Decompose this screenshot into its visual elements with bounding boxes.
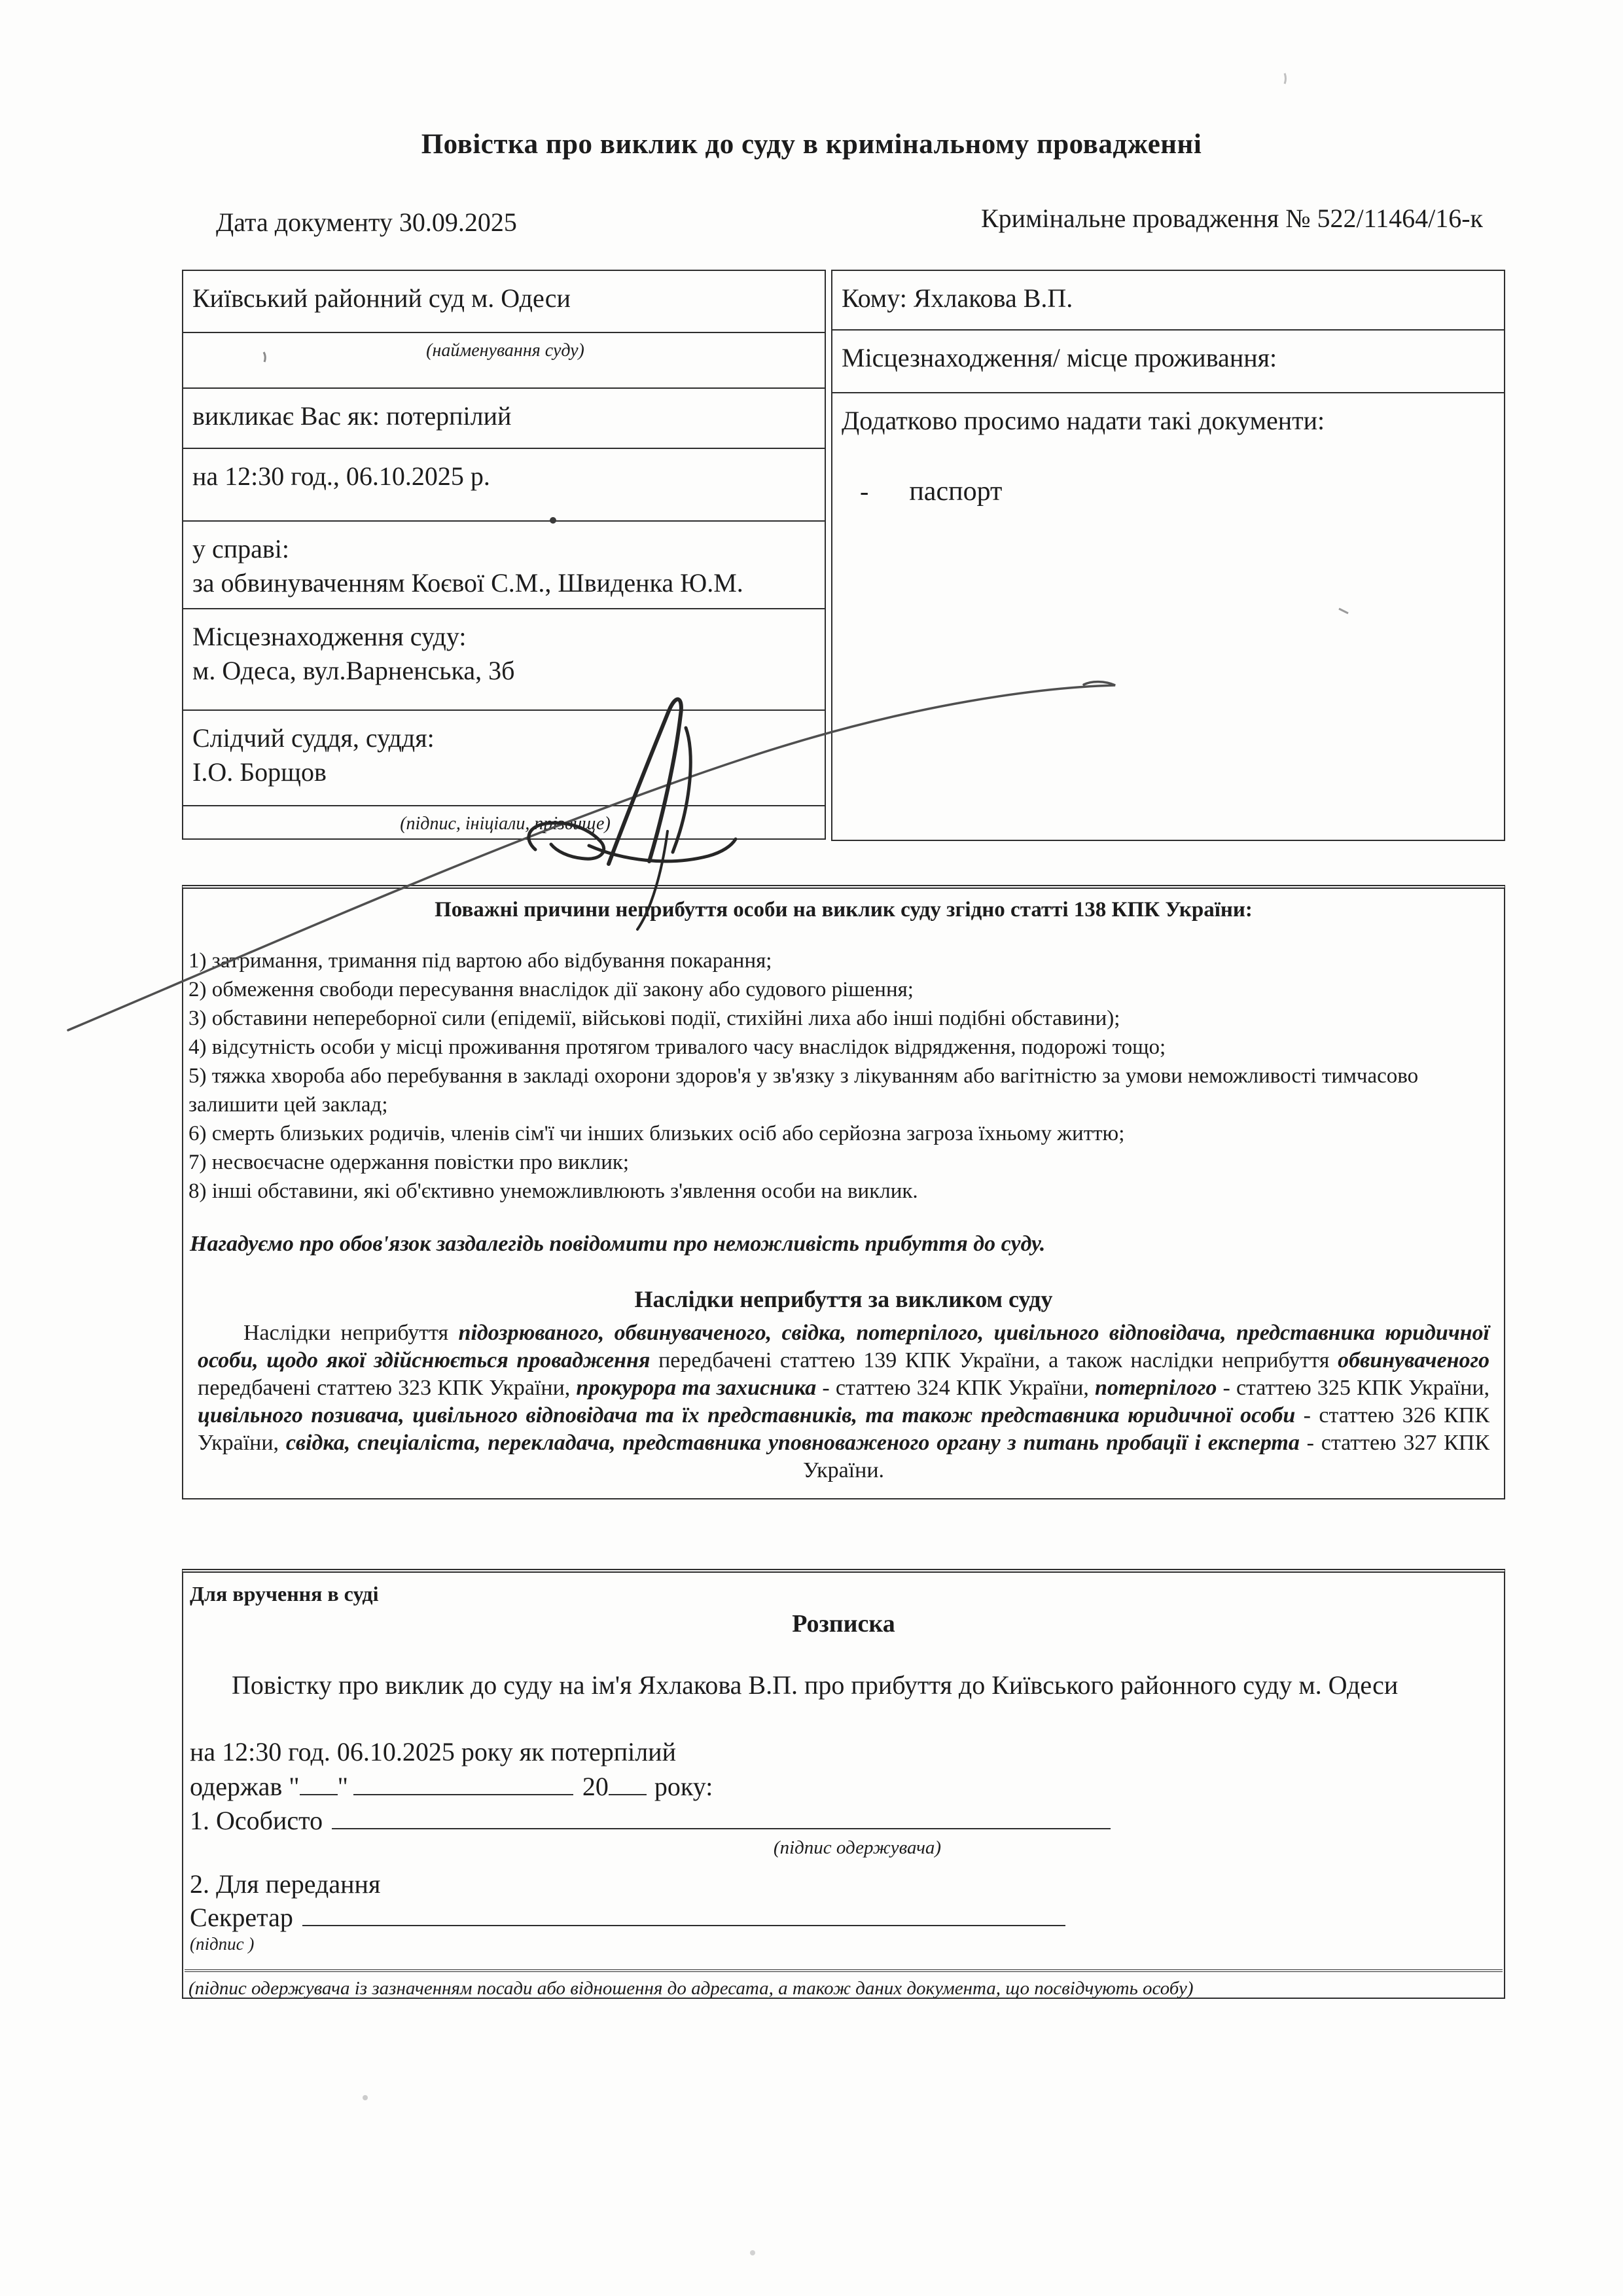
summon-role: викликає Вас як: потерпілий (192, 401, 512, 431)
document-item-row (860, 475, 1497, 509)
signature-caption: (підпис, ініціали, прізвище) (400, 814, 611, 834)
year-blank-line (609, 1769, 647, 1795)
residence-cell (832, 329, 1504, 392)
recipient-name: Кому: Яхлакова В.П. (842, 283, 1073, 313)
receipt-datetime-line: на 12:30 год. 06.10.2025 року як потерпілий (190, 1737, 676, 1767)
plain-text: передбачені статтею 323 КПК України, (198, 1376, 577, 1400)
emphasized-text: потерпілого (1095, 1376, 1217, 1400)
plain-text: - статтею 326 КПК України, (198, 1403, 1489, 1455)
emphasized-text: підозрюваного, обвинуваченого, свідка, потерпілого, цивільного відповідача, представника юридичної особи, щодо якої здійснюється провадження (198, 1321, 1490, 1372)
court-name-caption: (найменування суду) (426, 340, 584, 361)
judge-cell (183, 709, 825, 805)
transfer-label: 2. Для передання (190, 1869, 381, 1899)
emphasized-text: прокурора та захисника (576, 1376, 817, 1400)
received-part2: " (337, 1772, 348, 1801)
document-dash: - (860, 476, 869, 506)
received-date-line (190, 1769, 713, 1802)
summon-role-cell (183, 387, 825, 448)
plain-text: - статтею 327 КПК України. (802, 1431, 1490, 1482)
court-name: Київський районний суд м. Одеси (192, 283, 571, 313)
personally-label: 1. Особисто (190, 1806, 323, 1835)
court-name-cell (183, 271, 825, 332)
receipt-bottom-caption: (підпис одержувача із зазначенням посади або відношення до адресата, а також даних документа, що посвідчують особу) (188, 1978, 1194, 1999)
signature-caption-cell (183, 805, 825, 838)
secretary-label: Секретар (190, 1903, 293, 1932)
secretary-row (190, 1900, 1065, 1933)
personally-signature-caption: (підпис одержувача) (773, 1837, 942, 1858)
documents-label: Додатково просимо надати такі документи: (842, 406, 1325, 435)
emphasized-text: обвинуваченого (1338, 1348, 1490, 1372)
hearing-datetime-cell (183, 448, 825, 520)
valid-reasons-list (188, 946, 1499, 1206)
reason-item: 7) несвоєчасне одержання повістки про виклик; (188, 1151, 630, 1174)
personally-row (190, 1803, 1111, 1836)
document-item: паспорт (909, 476, 1003, 507)
court-name-caption-cell (183, 332, 825, 387)
reason-item: 2) обмеження свободи пересування внаслідок дії закону або судового рішення; (188, 978, 914, 1001)
received-part1: одержав " (190, 1772, 300, 1801)
valid-reasons-box (182, 885, 1505, 1499)
documents-cell (832, 392, 1504, 840)
month-blank-line (353, 1769, 573, 1795)
case-value: за обвинуваченням Коєвої С.М., Швиденка Ю.М. (192, 568, 743, 598)
court-location-label: Місцезнаходження суду: (192, 622, 467, 651)
page-title: Повістка про виклик до суду в кримінальному провадженні (421, 129, 1202, 160)
plain-text: - статтею 325 КПК України, (1217, 1376, 1490, 1400)
receipt-body: Повістку про виклик до суду на ім'я Яхлакова В.П. про прибуття до Київського районного суду м. Одеси (232, 1670, 1399, 1700)
receipt-divider-rule (185, 1969, 1503, 1972)
scan-speck (363, 2095, 368, 2100)
judge-label: Слідчий суддя, суддя: (192, 723, 435, 753)
recipient-cell (832, 271, 1504, 329)
reason-item: 5) тяжка хвороба або перебування в закладі охорони здоров'я у зв'язку з лікуванням або вагітністю за умови неможливості тимчасово залишити цей заклад; (188, 1064, 1419, 1117)
case-cell (183, 520, 825, 608)
reason-item: 3) обставини непереборної сили (епідемії, військові події, стихійні лиха або інші подібні обставини); (188, 1007, 1120, 1030)
received-part3: 20 (582, 1772, 609, 1801)
secretary-signature-line (302, 1900, 1065, 1926)
day-blank-line (300, 1769, 338, 1795)
receipt-corner-label: Для вручення в суді (190, 1582, 379, 1605)
reason-item: 6) смерть близьких родичів, членів сім'ї чи інших близьких осіб або серйозна загроза їхньому життю; (188, 1122, 1125, 1145)
scan-speck (1285, 73, 1286, 84)
scan-speck (750, 2250, 755, 2255)
obligation-reminder: Нагадуємо про обов'язок заздалегідь повідомити про неможливість прибуття до суду. (190, 1232, 1046, 1256)
reason-item: 8) інші обставини, які об'єктивно унеможливлюють з'явлення особи на виклик. (188, 1179, 918, 1203)
emphasized-text: свідка, спеціаліста, перекладача, представника уповноваженого органу з питань пробації і експерта (285, 1431, 1300, 1455)
court-location-cell (183, 608, 825, 709)
recipient-column (831, 270, 1505, 841)
secretary-signature-caption: (підпис ) (190, 1934, 255, 1954)
emphasized-text: цивільного позивача, цивільного відповідача та їх представників, та також представника юридичної особи (198, 1403, 1296, 1427)
personally-signature-line (332, 1803, 1111, 1829)
judge-name: І.О. Борщов (192, 757, 327, 787)
received-part4: року: (654, 1772, 713, 1801)
receipt-title: Розписка (792, 1610, 895, 1638)
reason-item: 4) відсутність особи у місці проживання протягом тривалого часу внаслідок відрядження, подорожі тощо; (188, 1035, 1166, 1059)
plain-text: - статтею 324 КПК України, (816, 1376, 1096, 1400)
valid-reasons-header: Поважні причини неприбуття особи на виклик суду згідно статті 138 КПК України: (435, 898, 1253, 922)
case-label: у справі: (192, 534, 290, 564)
court-location-value: м. Одеса, вул.Варненська, 3б (192, 656, 515, 685)
case-number: Кримінальне провадження № 522/11464/16-к (981, 204, 1483, 233)
document-date: Дата документу 30.09.2025 (216, 207, 517, 237)
reason-item: 1) затримання, тримання під вартою або відбування покарання; (188, 949, 772, 973)
consequences-paragraph (198, 1319, 1489, 1484)
consequences-header: Наслідки неприбуття за викликом суду (634, 1286, 1053, 1312)
court-info-column (182, 270, 826, 840)
plain-text: Наслідки неприбуття (243, 1321, 459, 1345)
plain-text: передбачені статтею 139 КПК України, а також наслідки неприбуття (650, 1348, 1338, 1372)
hearing-datetime: на 12:30 год., 06.10.2025 р. (192, 461, 490, 491)
residence-label: Місцезнаходження/ місце проживання: (842, 343, 1277, 372)
receipt-box (182, 1569, 1505, 1999)
